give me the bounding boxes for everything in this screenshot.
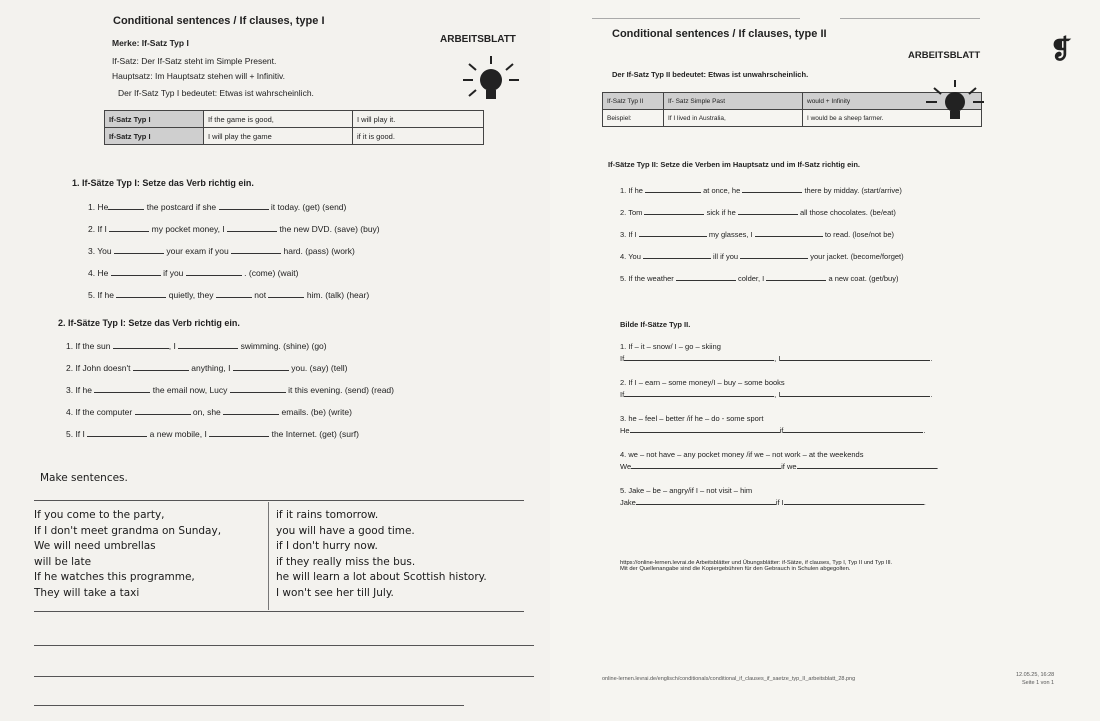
exercise-1-heading: 1. If-Sätze Typ I: Setze das Verb richtig ein. bbox=[72, 178, 254, 188]
sentence-starts bbox=[34, 508, 266, 601]
answer-blank[interactable] bbox=[676, 271, 736, 281]
list-item: if it rains tomorrow. bbox=[276, 509, 379, 521]
answer-blank[interactable] bbox=[643, 249, 711, 259]
list-item: 4. If the computer on, she emails. (be) (write) bbox=[66, 407, 352, 417]
worksheet-type-2 bbox=[550, 0, 1100, 721]
note-line: Der If-Satz Typ II bedeutet: Etwas ist unwahrscheinlich. bbox=[612, 70, 809, 79]
table-cell: If I lived in Australia, bbox=[664, 110, 803, 127]
list-item: 5. If I a new mobile, I the Internet. (get) (surf) bbox=[66, 429, 359, 439]
answer-blank[interactable] bbox=[783, 423, 923, 433]
bookmark-icon: ❡ bbox=[1050, 34, 1072, 64]
answer-blank[interactable] bbox=[111, 266, 161, 276]
exercise-1-list bbox=[620, 180, 904, 290]
exercise-2-heading: Bilde If-Sätze Typ II. bbox=[620, 320, 691, 329]
list-item: We will need umbrellas bbox=[34, 540, 156, 552]
answer-blank[interactable] bbox=[135, 405, 191, 415]
answer-blank[interactable] bbox=[114, 244, 164, 254]
answer-blank[interactable] bbox=[87, 427, 147, 437]
source-note: https://online-lernen.levrai.de Arbeitsblätter und Übungsblätter: if-Sätze, if clauses, Typ I, Typ II und Typ III. Mit der Quellenangabe sind die Kopiergebühren für den Gebrauch in Schulen abgegolten. bbox=[620, 560, 893, 572]
exercise-1-list bbox=[88, 196, 380, 306]
answer-blank[interactable] bbox=[639, 227, 707, 237]
table-cell: If the game is good, bbox=[204, 111, 353, 128]
list-item: 5. If he quietly, they not him. (talk) (hear) bbox=[88, 290, 370, 300]
answer-blank[interactable] bbox=[755, 227, 823, 237]
list-item: 3. If I my glasses, I to read. (lose/not be) bbox=[620, 224, 904, 246]
answer-blank[interactable] bbox=[780, 351, 930, 361]
list-item: 2. Tom sick if he all those chocolates. (be/eat) bbox=[620, 202, 904, 224]
answer-blank[interactable] bbox=[766, 271, 826, 281]
table-cell: If-Satz Typ II bbox=[603, 93, 664, 110]
answer-blank[interactable] bbox=[624, 387, 774, 397]
list-item: 1. If the sun , I swimming. (shine) (go) bbox=[66, 341, 327, 351]
table-cell: I would be a sheep farmer. bbox=[803, 110, 982, 127]
answer-blank[interactable] bbox=[740, 249, 808, 259]
answer-blank[interactable] bbox=[133, 361, 189, 371]
list-item: 1. He the postcard if she it today. (get) (send) bbox=[88, 202, 347, 212]
sentence-ends bbox=[276, 508, 487, 601]
list-item: 2. If I my pocket money, I the new DVD. (save) (buy) bbox=[88, 224, 380, 234]
page-number: Seite 1 von 1 bbox=[1022, 680, 1055, 686]
lightbulb-icon bbox=[920, 78, 990, 128]
answer-blank[interactable] bbox=[178, 339, 238, 349]
list-item: If you come to the party, bbox=[34, 509, 165, 521]
table-cell: if it is good. bbox=[353, 128, 484, 145]
list-item: If I don't meet grandma on Sunday, bbox=[34, 524, 222, 537]
list-item: 1. If he at once, he there by midday. (start/arrive) bbox=[620, 180, 904, 202]
answer-blank[interactable] bbox=[209, 427, 269, 437]
answer-blank[interactable] bbox=[624, 351, 774, 361]
answer-blank[interactable] bbox=[109, 222, 149, 232]
list-item: 3. If he the email now, Lucy it this evening. (send) (read) bbox=[66, 385, 394, 395]
table-cell: I will play it. bbox=[353, 111, 484, 128]
exercise-2-heading: 2. If-Sätze Typ I: Setze das Verb richtig ein. bbox=[58, 318, 240, 328]
answer-blank[interactable] bbox=[94, 383, 150, 393]
answer-blank[interactable] bbox=[186, 266, 242, 276]
table-cell: Beispiel: bbox=[603, 110, 664, 127]
answer-blank[interactable] bbox=[631, 459, 781, 469]
worksheet-label: ARBEITSBLATT bbox=[440, 34, 516, 45]
answer-blank[interactable] bbox=[780, 387, 930, 397]
list-item: 3. he – feel – better /if he – do - some sport He if . bbox=[620, 414, 926, 435]
answer-blank[interactable] bbox=[231, 244, 281, 254]
exercise-2-list bbox=[66, 335, 394, 445]
table-row bbox=[105, 128, 484, 145]
divider bbox=[34, 611, 524, 612]
exercise-2-list bbox=[620, 342, 1010, 522]
table-cell: would + Infinity bbox=[803, 93, 982, 110]
answer-blank[interactable] bbox=[219, 200, 269, 210]
divider bbox=[592, 18, 800, 19]
list-item: 5. If the weather colder, I a new coat. (get/buy) bbox=[620, 268, 904, 290]
list-item: 4. You ill if you your jacket. (become/forget) bbox=[620, 246, 904, 268]
writing-line[interactable] bbox=[34, 645, 534, 646]
list-item: 5. Jake – be – angry/if I – not visit – him Jake if I . bbox=[620, 486, 926, 507]
column-divider bbox=[268, 502, 269, 610]
rule-table bbox=[104, 110, 484, 145]
list-item: 3. You your exam if you hard. (pass) (work) bbox=[88, 246, 355, 256]
note-line: If-Satz: Der If-Satz steht im Simple Present. bbox=[112, 56, 277, 66]
divider bbox=[34, 500, 524, 501]
list-item: They will take a taxi bbox=[34, 586, 140, 599]
worksheet-label: ARBEITSBLATT bbox=[908, 50, 981, 61]
table-cell: If-Satz Typ I bbox=[105, 128, 204, 145]
lightbulb-icon bbox=[455, 52, 527, 108]
make-sentences-heading: Make sentences. bbox=[40, 472, 128, 484]
print-date: 12.05.25, 16:28 bbox=[1016, 672, 1055, 678]
answer-blank[interactable] bbox=[630, 423, 780, 433]
note-line: Hauptsatz: Im Hauptsatz stehen will + Infinitiv. bbox=[112, 71, 285, 81]
answer-blank[interactable] bbox=[738, 205, 798, 215]
answer-blank[interactable] bbox=[113, 339, 169, 349]
answer-blank[interactable] bbox=[742, 183, 802, 193]
answer-blank[interactable] bbox=[227, 222, 277, 232]
divider bbox=[840, 18, 980, 19]
list-item: will be late bbox=[34, 555, 92, 568]
answer-blank[interactable] bbox=[797, 459, 937, 469]
answer-blank[interactable] bbox=[233, 361, 289, 371]
note-heading: Merke: If-Satz Typ I bbox=[112, 38, 189, 48]
answer-blank[interactable] bbox=[645, 183, 701, 193]
answer-blank[interactable] bbox=[108, 200, 144, 210]
answer-blank[interactable] bbox=[268, 288, 304, 298]
list-item: if they really miss the bus. bbox=[276, 555, 416, 568]
page-url: online-lernen.levrai.de/englisch/conditionals/conditional_if_clauses_if_saetze_typ_II_arbeitsblatt_28.png bbox=[602, 676, 856, 682]
list-item: I won't see her till July. bbox=[276, 586, 394, 599]
writing-line[interactable] bbox=[34, 676, 534, 677]
table-cell: I will play the game bbox=[204, 128, 353, 145]
worksheet-title: Conditional sentences / If clauses, type II bbox=[612, 28, 827, 40]
answer-blank[interactable] bbox=[636, 495, 776, 505]
list-item: 1. If – it – snow/ I – go – skiing If , I . bbox=[620, 342, 933, 363]
list-item: 2. If I – earn – some money/I – buy – some books If , I . bbox=[620, 378, 933, 399]
table-row bbox=[105, 111, 484, 128]
worksheet-title: Conditional sentences / If clauses, type I bbox=[113, 15, 325, 27]
list-item: you will have a good time. bbox=[276, 524, 415, 537]
list-item: If he watches this programme, bbox=[34, 571, 195, 583]
table-cell: If- Satz Simple Past bbox=[664, 93, 803, 110]
list-item: 2. If John doesn't anything, I you. (say) (tell) bbox=[66, 363, 348, 373]
writing-line[interactable] bbox=[34, 705, 464, 706]
list-item: if I don't hurry now. bbox=[276, 540, 378, 552]
answer-blank[interactable] bbox=[644, 205, 704, 215]
answer-blank[interactable] bbox=[223, 405, 279, 415]
list-item: he will learn a lot about Scottish history. bbox=[276, 571, 487, 583]
answer-blank[interactable] bbox=[116, 288, 166, 298]
note-line: Der If-Satz Typ I bedeutet: Etwas ist wahrscheinlich. bbox=[118, 88, 314, 98]
answer-blank[interactable] bbox=[216, 288, 252, 298]
list-item: 4. we – not have – any pocket money /if we – not work – at the weekends We if we . bbox=[620, 450, 939, 471]
answer-blank[interactable] bbox=[784, 495, 924, 505]
answer-blank[interactable] bbox=[230, 383, 286, 393]
exercise-1-heading: If-Sätze Typ II: Setze die Verben im Hauptsatz und im If-Satz richtig ein. bbox=[608, 160, 860, 169]
table-cell: If-Satz Typ I bbox=[105, 111, 204, 128]
list-item: 4. He if you . (come) (wait) bbox=[88, 268, 299, 278]
